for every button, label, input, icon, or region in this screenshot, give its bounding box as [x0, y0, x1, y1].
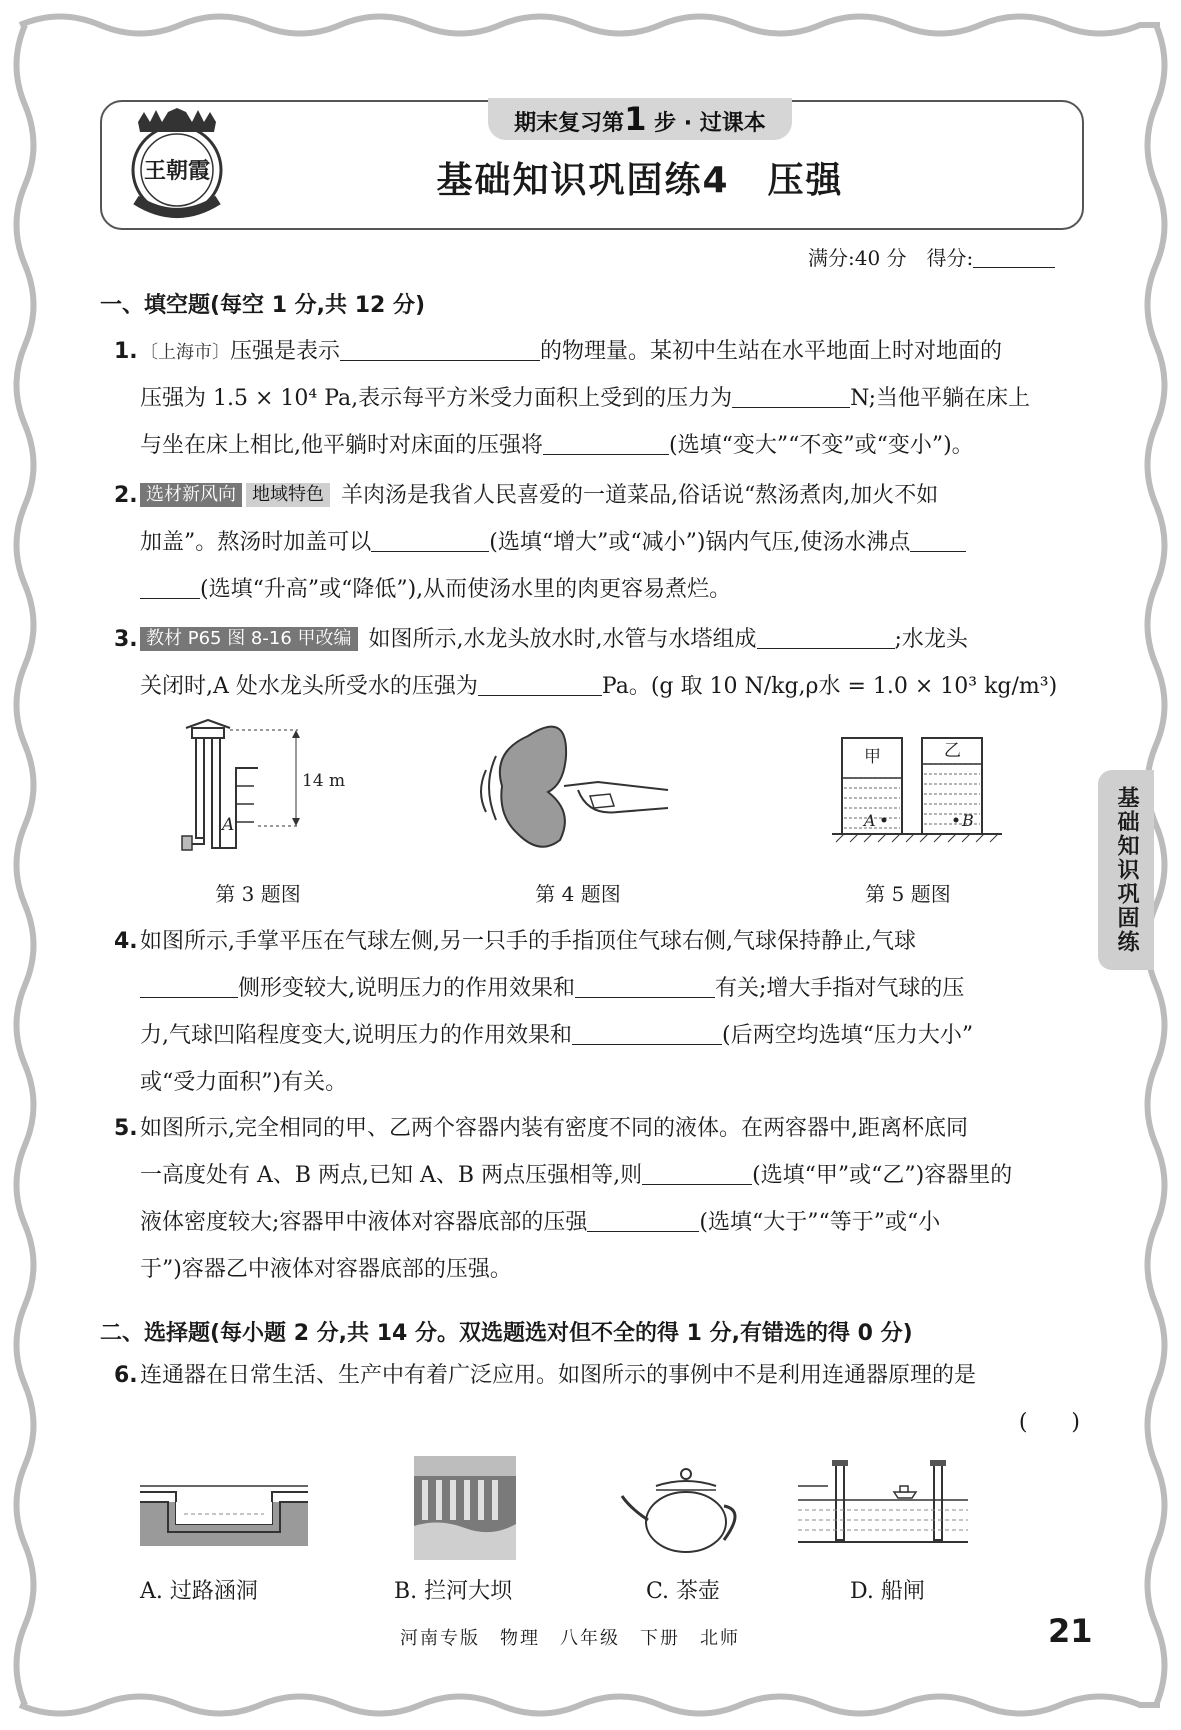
- q1-blank-2[interactable]: [732, 385, 850, 408]
- q5-blank-1[interactable]: [642, 1162, 752, 1185]
- svg-text:甲: 甲: [864, 747, 881, 767]
- question-number: 3.: [114, 627, 138, 652]
- q2-blank-2a[interactable]: [910, 529, 966, 552]
- tag-textbook: 教材 P65 图 8-16 甲改编: [140, 627, 358, 651]
- q4-text-3b: (后两空均选填“压力大小”: [722, 1023, 974, 1048]
- q4-blank-1[interactable]: [140, 975, 238, 998]
- q4-text-2a: 侧形变较大,说明压力的作用效果和: [238, 976, 575, 1001]
- option-b-dam-image: [414, 1456, 516, 1560]
- q1-text-2b: N;当他平躺在床上: [850, 386, 1031, 411]
- question-1: [114, 328, 1080, 469]
- figure-4-caption: 第 4 题图: [535, 882, 621, 906]
- figure-3-caption: 第 3 题图: [215, 882, 301, 906]
- q3-text-1a: 如图所示,水龙头放水时,水管与水塔组成: [368, 627, 757, 652]
- q4-blank-3[interactable]: [572, 1022, 722, 1045]
- q3-blank-2[interactable]: [478, 673, 602, 696]
- q4-text-3a: 力,气球凹陷程度变大,说明压力的作用效果和: [140, 1023, 572, 1048]
- option-a-label[interactable]: A. 过路涵洞: [140, 1579, 258, 1604]
- tag-regional: 地域特色: [246, 483, 330, 507]
- score-label: 满分:40 分 得分:: [808, 246, 974, 270]
- q1-blank-1[interactable]: [340, 338, 540, 361]
- q5-text-1: 如图所示,完全相同的甲、乙两个容器内装有密度不同的液体。在两容器中,距离杯底同: [140, 1116, 968, 1141]
- question-5: [114, 1105, 1080, 1293]
- figure-5-containers: [842, 738, 1012, 852]
- option-d-label[interactable]: D. 船闸: [850, 1579, 925, 1604]
- q4-text-4: 或“受力面积”)有关。: [140, 1070, 348, 1095]
- q2-text-1: 羊肉汤是我省人民喜爱的一道菜品,俗话说“熬汤煮肉,加火不如: [341, 483, 939, 508]
- tag-new-material: 选材新风向: [140, 483, 242, 507]
- figure-3-water-tower: [178, 716, 346, 856]
- q3-text-2b: Pa。(g 取 10 N/kg,ρ水 = 1.0 × 10³ kg/m³): [601, 674, 1058, 699]
- page-number: 21: [1048, 1612, 1093, 1650]
- q3-text-1b: ;水龙头: [894, 627, 968, 652]
- q4-blank-2[interactable]: [575, 975, 715, 998]
- question-6: [114, 1352, 1080, 1446]
- q2-text-2a: 加盖”。熬汤时加盖可以: [140, 530, 372, 555]
- svg-text:王朝霞: 王朝霞: [143, 158, 211, 184]
- question-number: 4.: [114, 929, 138, 954]
- q2-blank-2b[interactable]: [140, 576, 200, 599]
- q1-text-3b: (选填“变大”“不变”或“变小”)。: [669, 433, 974, 458]
- q1-blank-3[interactable]: [543, 432, 669, 455]
- q5-text-3b: (选填“大于”“等于”或“小: [699, 1210, 941, 1235]
- q3-text-2a: 关闭时,A 处水龙头所受水的压强为: [140, 674, 478, 699]
- svg-text:乙: 乙: [944, 741, 961, 761]
- svg-text:A: A: [222, 815, 235, 835]
- page-title: 基础知识巩固练4 压强: [436, 160, 844, 201]
- header-tab-prefix: 期末复习第: [514, 111, 625, 136]
- q4-text-1: 如图所示,手掌平压在气球左侧,另一只手的手指顶住气球右侧,气球保持静止,气球: [140, 929, 916, 954]
- q1-text-1a: 压强是表示: [230, 339, 341, 364]
- q1-text-1b: 的物理量。某初中生站在水平地面上时对地面的: [540, 339, 1003, 364]
- header-tab-step: 1: [624, 100, 647, 138]
- section-2-title: 二、选择题(每小题 2 分,共 14 分。双选题选对但不全的得 1 分,有错选的得 0 分): [100, 1321, 913, 1346]
- question-number: 6.: [114, 1363, 138, 1388]
- option-b-label[interactable]: B. 拦河大坝: [394, 1579, 513, 1604]
- question-2: [114, 472, 1080, 613]
- question-3: [114, 616, 1080, 710]
- footer-edition: 河南专版 物理 八年级 下册 北师: [400, 1628, 740, 1649]
- q5-text-4: 于”)容器乙中液体对容器底部的压强。: [140, 1257, 512, 1282]
- question-number: 5.: [114, 1116, 138, 1141]
- figure-4-balloon: [478, 716, 678, 856]
- q2-blank-1[interactable]: [371, 529, 489, 552]
- question-4: [114, 918, 1080, 1106]
- svg-text:A: A: [864, 811, 876, 830]
- header-tab-suffix: 步 · 过课本: [654, 111, 766, 136]
- question-source: 〔上海市〕: [140, 342, 230, 363]
- q1-text-3a: 与坐在床上相比,他平躺时对床面的压强将: [140, 433, 543, 458]
- option-a-culvert-image: [140, 1482, 308, 1546]
- q5-blank-2[interactable]: [587, 1209, 699, 1232]
- q5-text-2a: 一高度处有 A、B 两点,已知 A、B 两点压强相等,则: [140, 1163, 643, 1188]
- q6-text-1: 连通器在日常生活、生产中有着广泛应用。如图所示的事例中不是利用连通器原理的是: [140, 1363, 977, 1388]
- question-number: 2.: [114, 483, 138, 508]
- figure-5-caption: 第 5 题图: [865, 882, 951, 906]
- answer-paren[interactable]: ( ): [1018, 1410, 1080, 1435]
- q2-text-3: (选填“升高”或“降低”),从而使汤水里的肉更容易煮烂。: [200, 577, 732, 602]
- score-line: [808, 242, 1055, 271]
- q5-text-2b: (选填“甲”或“乙”)容器里的: [752, 1163, 1013, 1188]
- svg-text:B: B: [962, 811, 974, 830]
- side-tab: 基础知识巩固练: [1098, 770, 1154, 970]
- option-d-ship-lock-image: [798, 1456, 968, 1560]
- option-c-label[interactable]: C. 茶壶: [646, 1579, 721, 1604]
- q1-text-2a: 压强为 1.5 × 10⁴ Pa,表示每平方米受力面积上受到的压力为: [140, 386, 733, 411]
- brand-logo: [118, 108, 236, 220]
- option-c-teapot-image: [620, 1466, 752, 1556]
- score-blank[interactable]: [973, 247, 1055, 268]
- q3-blank-1[interactable]: [757, 626, 895, 649]
- q4-text-2b: 有关;增大手指对气球的压: [715, 976, 965, 1001]
- svg-text:14 m: 14 m: [302, 771, 346, 791]
- question-number: 1.: [114, 339, 138, 364]
- q5-text-3a: 液体密度较大;容器甲中液体对容器底部的压强: [140, 1210, 588, 1235]
- section-1-title: 一、填空题(每空 1 分,共 12 分): [100, 293, 426, 318]
- header-tab: [488, 98, 792, 140]
- q2-text-2b: (选填“增大”或“减小”)锅内气压,使汤水沸点: [489, 530, 911, 555]
